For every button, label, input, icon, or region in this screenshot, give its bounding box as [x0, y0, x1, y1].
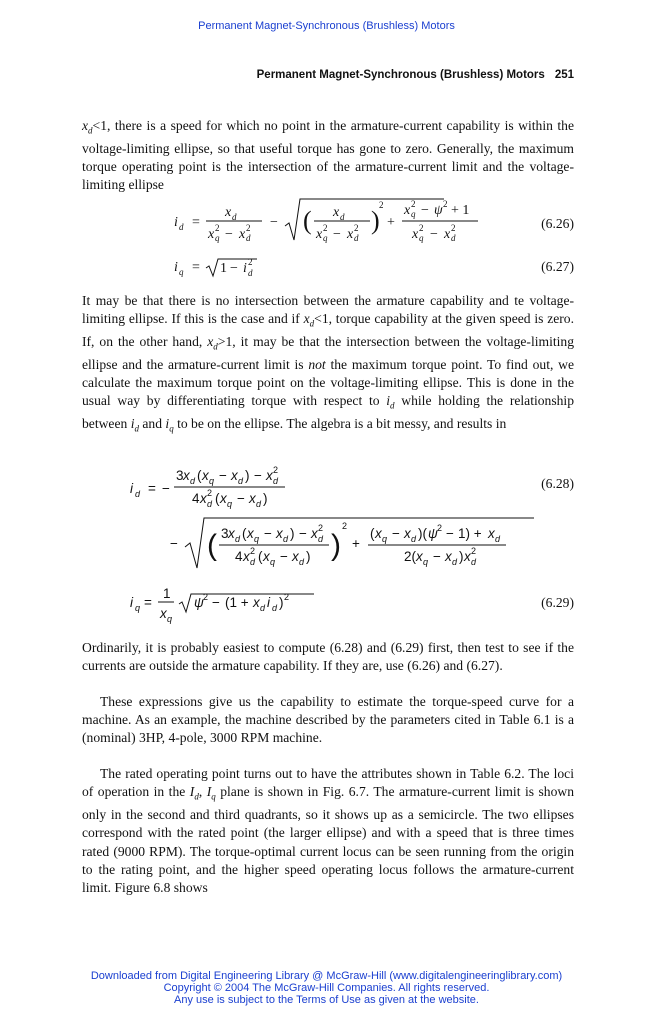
svg-text:2: 2 [273, 465, 279, 475]
svg-text:q: q [270, 557, 276, 567]
header-title: Permanent Magnet-Synchronous (Brushless) Motors [256, 69, 545, 81]
footer [0, 970, 653, 1006]
svg-text:−: − [170, 536, 178, 551]
svg-text:ψ: ψ [428, 526, 438, 541]
equation-6-28 [82, 463, 574, 583]
svg-text:)(: )( [418, 526, 427, 541]
svg-text:4: 4 [235, 549, 243, 564]
svg-text:i: i [130, 595, 133, 610]
svg-text:d: d [451, 233, 456, 243]
svg-text:ψ: ψ [194, 595, 204, 610]
paragraph-2: It may be that there is no intersection between the armature capability and te voltage-limiting ellipse. If this is the case and if $x_d<1$, torque capability at the given speed is zero. If, on the other hand, $x_d>1$, it may be that the intersection between the voltage-limiting ellipse and the armature-current limit is not the maximum torque point. To find out, we calculate the maximum torque point on the voltage-limiting ellipse. This is done in the usual way by differentiating torque with respect to $i_d$ while holding the relationship between $i_d$ and $i_q$ to be on the ellipse. The algebra is a bit messy, and results in [82, 293, 574, 435]
svg-text:x: x [243, 549, 250, 564]
svg-text:x: x [292, 549, 299, 564]
svg-text:d: d [260, 603, 266, 613]
svg-text:=: = [144, 595, 152, 610]
svg-text:x: x [333, 205, 340, 220]
svg-text:4: 4 [192, 491, 200, 506]
equation-6-27-graphic [82, 254, 574, 280]
svg-text:−: − [421, 203, 429, 218]
svg-text:d: d [250, 557, 256, 567]
equation-number-6-28: (6.28) [541, 476, 574, 491]
svg-text:−: − [430, 227, 438, 242]
svg-text:q: q [323, 233, 328, 243]
svg-text:2: 2 [411, 199, 416, 209]
svg-text:d: d [471, 557, 477, 567]
svg-text:q: q [179, 267, 184, 277]
svg-text:q: q [135, 603, 141, 613]
svg-text:d: d [190, 476, 196, 486]
svg-text:(: ( [258, 549, 263, 564]
svg-text:x: x [253, 595, 260, 610]
equation-6-29 [82, 584, 574, 624]
svg-text:d: d [411, 534, 417, 544]
svg-text:d: d [354, 233, 359, 243]
svg-text:(1 +: (1 + [225, 595, 249, 610]
svg-text:x: x [160, 606, 167, 621]
svg-text:x: x [249, 491, 256, 506]
svg-text:1: 1 [163, 586, 171, 601]
svg-text:d: d [207, 499, 213, 509]
svg-text:q: q [215, 233, 220, 243]
page-number: 251 [554, 69, 574, 81]
svg-text:d: d [272, 603, 278, 613]
svg-text:x: x [231, 468, 238, 483]
svg-text:−: − [212, 595, 220, 610]
svg-text:−: − [392, 526, 400, 541]
footer-download-line[interactable]: Downloaded from Digital Engineering Library @ McGraw-Hill (www.digitalengineeringlibrary.com) [90, 970, 563, 982]
svg-text:q: q [227, 499, 233, 509]
svg-text:2: 2 [443, 199, 448, 209]
svg-text:d: d [495, 534, 501, 544]
svg-text:x: x [464, 549, 471, 564]
equation-6-26-graphic [82, 196, 574, 246]
svg-text:d: d [235, 534, 241, 544]
svg-text:−: − [264, 526, 272, 541]
svg-text:): ) [245, 468, 250, 483]
svg-text:x: x [444, 227, 451, 242]
svg-text:x: x [247, 526, 254, 541]
svg-text:−: − [237, 491, 245, 506]
svg-text:−: − [270, 215, 278, 230]
svg-text:i: i [174, 260, 178, 275]
svg-text:=: = [148, 481, 156, 496]
svg-text:2: 2 [419, 223, 424, 233]
svg-text:x: x [316, 227, 323, 242]
svg-text:q: q [423, 557, 429, 567]
svg-text:2: 2 [246, 223, 251, 233]
equation-number-6-26: (6.26) [541, 216, 574, 231]
svg-text:d: d [283, 534, 289, 544]
svg-text:−: − [299, 526, 307, 541]
svg-text:(: ( [370, 526, 375, 541]
svg-text:q: q [167, 614, 173, 624]
svg-text:(: ( [242, 526, 247, 541]
svg-text:2: 2 [250, 546, 256, 556]
top-banner: Permanent Magnet-Synchronous (Brushless) Motors [198, 20, 455, 32]
svg-text:): ) [279, 595, 284, 610]
svg-text:−: − [433, 549, 441, 564]
svg-text:q: q [419, 233, 424, 243]
equation-number-6-29: (6.29) [541, 595, 574, 610]
svg-text:): ) [263, 491, 268, 506]
paragraph-5: The rated operating point turns out to have the attributes shown in Table 6.2. The loci of operation in the $I_d$, $I_q$ plane is shown in Fig. 6.7. The armature-current limit is shown only in the second and third quadrants, so it shows up as a semicircle. The two ellipses correspond with the rated point (the larger ellipse) and with a speed that is three times rated (9000 RPM). The torque-optimal current locus can be seen running from the origin to the rating point, and the higher speed operating locus follows the armature-current limit. Figure 6.8 shows [82, 766, 575, 895]
paragraph-3: Ordinarily, it is probably easiest to compute (6.28) and (6.29) first, then test to see if the currents are outside the armature capability. If they are, use (6.26) and (6.27). [82, 640, 574, 674]
equation-number-6-27: (6.27) [541, 259, 574, 274]
svg-text:): ) [371, 206, 380, 235]
svg-text:=: = [192, 260, 200, 275]
svg-text:x: x [228, 526, 235, 541]
svg-text:d: d [452, 557, 458, 567]
svg-text:−: − [219, 468, 227, 483]
svg-text:x: x [266, 468, 273, 483]
svg-text:): ) [331, 529, 341, 562]
svg-text:q: q [254, 534, 260, 544]
svg-text:x: x [412, 227, 419, 242]
svg-text:x: x [488, 526, 495, 541]
svg-text:2: 2 [248, 257, 253, 267]
svg-text:+ 1: + 1 [451, 203, 470, 218]
svg-text:ψ: ψ [434, 203, 443, 218]
svg-text:d: d [238, 476, 244, 486]
svg-text:2: 2 [203, 592, 209, 602]
svg-text:x: x [347, 227, 354, 242]
svg-text:2: 2 [284, 592, 290, 602]
svg-text:x: x [416, 549, 423, 564]
svg-text:2: 2 [323, 223, 328, 233]
svg-text:2: 2 [318, 523, 324, 533]
svg-text:x: x [220, 491, 227, 506]
equation-6-26 [82, 196, 574, 246]
svg-text:x: x [183, 468, 190, 483]
svg-text:d: d [256, 499, 262, 509]
svg-text:3: 3 [176, 468, 184, 483]
svg-text:−: − [333, 227, 341, 242]
svg-text:d: d [248, 268, 253, 278]
svg-text:x: x [225, 205, 232, 220]
svg-text:x: x [404, 203, 411, 218]
svg-text:d: d [318, 534, 324, 544]
svg-text:d: d [246, 233, 251, 243]
svg-text:1) +: 1) + [458, 526, 482, 541]
svg-text:2: 2 [342, 521, 348, 531]
svg-text:x: x [239, 227, 246, 242]
svg-text:q: q [209, 476, 215, 486]
svg-text:(: ( [197, 468, 202, 483]
svg-text:i: i [243, 261, 247, 276]
svg-text:d: d [273, 476, 279, 486]
svg-text:=: = [192, 215, 200, 230]
svg-text:d: d [340, 212, 345, 222]
svg-text:−: − [446, 526, 454, 541]
equation-6-29-graphic [82, 584, 574, 624]
svg-text:2: 2 [215, 223, 220, 233]
svg-text:d: d [179, 222, 184, 232]
footer-terms-line[interactable]: Any use is subject to the Terms of Use as given at the website. [174, 994, 479, 1006]
svg-text:x: x [276, 526, 283, 541]
equation-6-28-graphic [82, 463, 574, 583]
svg-text:): ) [459, 549, 464, 564]
svg-text:d: d [232, 212, 237, 222]
svg-text:x: x [311, 526, 318, 541]
svg-text:3: 3 [221, 526, 229, 541]
running-header [82, 69, 574, 81]
svg-text:−: − [225, 227, 233, 242]
svg-text:i: i [174, 215, 178, 230]
svg-text:x: x [375, 526, 382, 541]
svg-text:−: − [162, 481, 170, 496]
svg-text:+: + [387, 215, 395, 230]
svg-text:2(: 2( [404, 549, 417, 564]
svg-text:2: 2 [471, 546, 477, 556]
svg-text:x: x [404, 526, 411, 541]
svg-text:x: x [263, 549, 270, 564]
svg-text:d: d [299, 557, 305, 567]
svg-text:2: 2 [437, 523, 443, 533]
svg-text:x: x [202, 468, 209, 483]
svg-text:2: 2 [354, 223, 359, 233]
svg-text:q: q [411, 209, 416, 219]
svg-text:1: 1 [220, 261, 227, 276]
svg-text:(: ( [215, 491, 220, 506]
svg-text:2: 2 [379, 200, 384, 210]
svg-text:(: ( [303, 206, 312, 235]
svg-text:2: 2 [451, 223, 456, 233]
svg-text:−: − [230, 261, 238, 276]
paragraph-4: These expressions give us the capability to estimate the torque-speed curve for a machine. As an example, the machine described by the parameters cited in Table 6.1 is a (nominal) 3HP, 4-pole, 3000 RPM machine. [82, 694, 574, 746]
svg-text:−: − [254, 468, 262, 483]
svg-text:i: i [130, 481, 133, 496]
svg-text:): ) [306, 549, 311, 564]
svg-text:(: ( [207, 529, 217, 562]
equation-6-27 [82, 254, 574, 280]
paragraph-1: $x_d<1$, there is a speed for which no point in the armature-current capability is within the voltage-limiting ellipse, so that useful torque has gone to zero. Generally, the maximum torque operating point is the intersection of the armature-current limit and the voltage-limiting ellipse [82, 118, 574, 193]
svg-text:x: x [208, 227, 215, 242]
svg-text:d: d [135, 489, 141, 499]
svg-text:): ) [290, 526, 295, 541]
svg-text:x: x [200, 491, 207, 506]
footer-copyright-line: Copyright © 2004 The McGraw-Hill Companies. All rights reserved. [163, 982, 490, 994]
svg-text:i: i [267, 595, 270, 610]
svg-text:−: − [280, 549, 288, 564]
svg-text:2: 2 [207, 488, 213, 498]
svg-text:x: x [445, 549, 452, 564]
svg-text:q: q [382, 534, 388, 544]
svg-text:+: + [352, 536, 360, 551]
